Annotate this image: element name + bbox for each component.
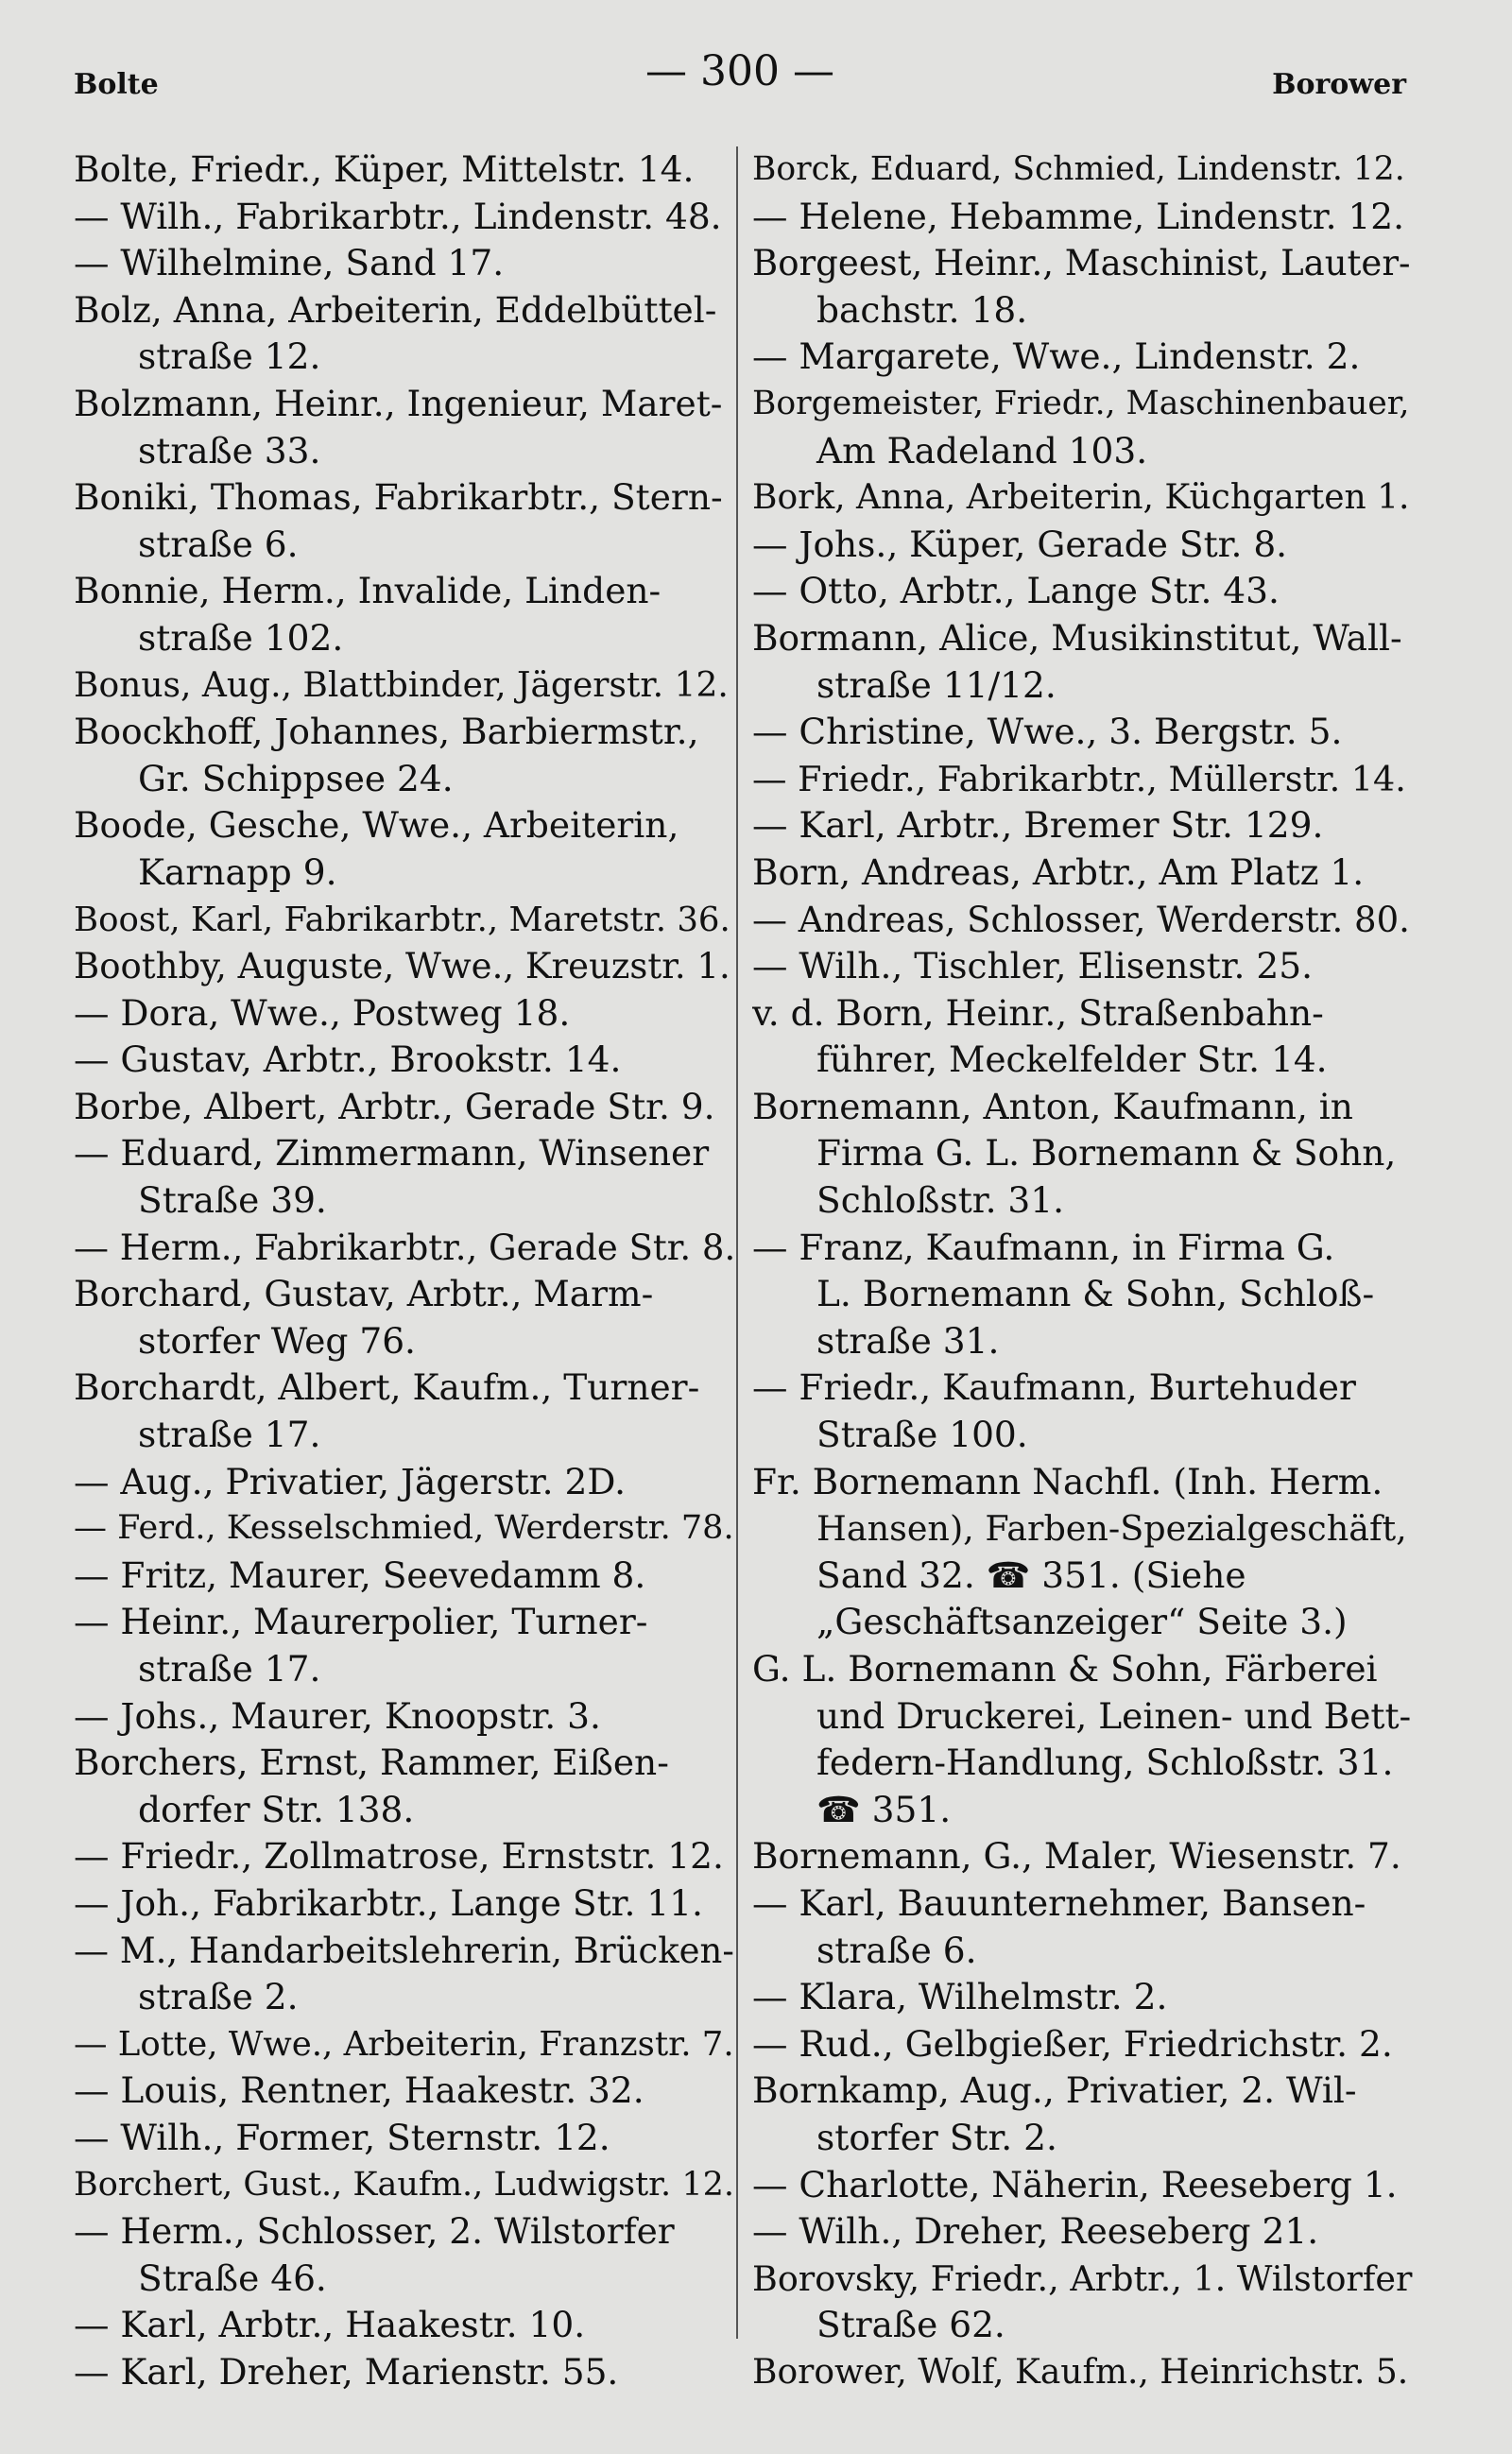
directory-line: — M., Handarbeitslehrerin, Brücken-: [74, 1930, 734, 1971]
directory-line: — Rud., Gelbgießer, Friedrichstr. 2.: [752, 2022, 1393, 2065]
directory-line: straße 17.: [138, 1414, 321, 1456]
directory-line: — Friedr., Fabrikarbtr., Müllerstr. 14.: [752, 758, 1406, 799]
directory-line: Bork, Anna, Arbeiterin, Küchgarten 1.: [752, 478, 1410, 518]
directory-line: Straße 62.: [816, 2304, 1005, 2346]
directory-line: Borgeest, Heinr., Maschinist, Lauter-: [752, 243, 1411, 284]
directory-line: Born, Andreas, Arbtr., Am Platz 1.: [752, 850, 1365, 893]
directory-line: Karnapp 9.: [138, 850, 337, 893]
directory-line: Bormann, Alice, Musikinstitut, Wall-: [752, 616, 1402, 659]
directory-line: — Johs., Küper, Gerade Str. 8.: [752, 523, 1288, 565]
directory-line: Straße 100.: [816, 1414, 1028, 1456]
header-last-entry: Borower: [1272, 68, 1406, 101]
directory-line: storfer Str. 2.: [816, 2116, 1057, 2158]
directory-line: Am Radeland 103.: [816, 429, 1148, 472]
directory-line: Borbe, Albert, Arbtr., Gerade Str. 9.: [74, 1085, 715, 1127]
directory-line: — Wilh., Dreher, Reeseberg 21.: [752, 2210, 1319, 2253]
directory-line: Straße 46.: [138, 2257, 327, 2299]
directory-line: Borchert, Gust., Kaufm., Ludwigstr. 12.: [74, 2165, 734, 2204]
directory-line: — Lotte, Wwe., Arbeiterin, Franzstr. 7.: [74, 2024, 734, 2064]
directory-line: — Louis, Rentner, Haakestr. 32.: [74, 2069, 644, 2112]
directory-line: Borower, Wolf, Kaufm., Heinrichstr. 5.: [752, 2352, 1409, 2392]
directory-line: — Wilh., Fabrikarbtr., Lindenstr. 48.: [74, 195, 722, 237]
directory-line: G. L. Bornemann & Sohn, Färberei: [752, 1648, 1378, 1690]
directory-line: federn-Handlung, Schloßstr. 31.: [816, 1742, 1394, 1784]
directory-line: — Fritz, Maurer, Seevedamm 8.: [74, 1553, 646, 1596]
directory-line: Bornemann, G., Maler, Wiesenstr. 7.: [752, 1835, 1401, 1878]
directory-line: — Andreas, Schlosser, Werderstr. 80.: [752, 899, 1410, 940]
directory-line: Bonus, Aug., Blattbinder, Jägerstr. 12.: [74, 665, 729, 705]
left-column: [74, 146, 735, 2396]
directory-line: — Friedr., Zollmatrose, Ernststr. 12.: [74, 1835, 724, 1878]
directory-line: Boockhoff, Johannes, Barbiermstr.,: [74, 711, 699, 753]
directory-line: Schloßstr. 31.: [816, 1179, 1065, 1222]
directory-line: Sand 32. ☎ 351. (Siehe: [816, 1553, 1246, 1596]
directory-line: straße 17.: [138, 1648, 321, 1690]
directory-line: Boniki, Thomas, Fabrikarbtr., Stern-: [74, 476, 723, 519]
directory-line: straße 6.: [138, 523, 299, 565]
directory-line: Borgemeister, Friedr., Maschinenbauer,: [752, 384, 1410, 422]
directory-line: — Wilh., Tischler, Elisenstr. 25.: [752, 945, 1313, 987]
directory-line: Boost, Karl, Fabrikarbtr., Maretstr. 36.: [74, 900, 730, 939]
header-first-entry: Bolte: [74, 68, 159, 101]
directory-line: — Helene, Hebamme, Lindenstr. 12.: [752, 195, 1405, 237]
directory-line: führer, Meckelfelder Str. 14.: [816, 1038, 1328, 1081]
directory-line: Borchardt, Albert, Kaufm., Turner-: [74, 1366, 700, 1409]
directory-line: Fr. Bornemann Nachfl. (Inh. Herm.: [752, 1460, 1383, 1502]
directory-line: storfer Weg 76.: [138, 1319, 416, 1362]
directory-line: straße 11/12.: [816, 663, 1057, 706]
directory-line: Bornkamp, Aug., Privatier, 2. Wil-: [752, 2069, 1357, 2112]
directory-line: — Wilhelmine, Sand 17.: [74, 242, 505, 284]
directory-line: dorfer Str. 138.: [138, 1788, 415, 1830]
directory-line: Borchers, Ernst, Rammer, Eißen-: [74, 1742, 669, 1784]
directory-line: Boode, Gesche, Wwe., Arbeiterin,: [74, 804, 679, 847]
directory-line: — Karl, Arbtr., Haakestr. 10.: [74, 2304, 586, 2346]
directory-line: straße 12.: [138, 335, 321, 378]
directory-line: — Christine, Wwe., 3. Bergstr. 5.: [752, 711, 1343, 753]
directory-line: — Karl, Arbtr., Bremer Str. 129.: [752, 804, 1324, 847]
directory-line: Bolzmann, Heinr., Ingenieur, Maret-: [74, 382, 723, 424]
directory-line: „Geschäftsanzeiger“ Seite 3.): [816, 1601, 1348, 1643]
directory-line: — Joh., Fabrikarbtr., Lange Str. 11.: [74, 1881, 703, 1924]
page-header: [74, 47, 1406, 113]
directory-line: Borchard, Gustav, Arbtr., Marm-: [74, 1273, 654, 1315]
directory-line: — Franz, Kaufmann, in Firma G.: [752, 1226, 1335, 1268]
directory-line: straße 2.: [138, 1976, 299, 2018]
directory-line: Straße 39.: [138, 1179, 327, 1222]
directory-line: — Karl, Bauunternehmer, Bansen-: [752, 1881, 1366, 1924]
directory-line: — Herm., Schlosser, 2. Wilstorfer: [74, 2210, 675, 2253]
directory-line: — Eduard, Zimmermann, Winsener: [74, 1132, 710, 1175]
right-column: [752, 146, 1414, 2396]
directory-line: v. d. Born, Heinr., Straßenbahn-: [752, 991, 1324, 1034]
directory-line: — Heinr., Maurerpolier, Turner-: [74, 1601, 648, 1643]
directory-line: bachstr. 18.: [816, 288, 1028, 331]
directory-line: — Karl, Dreher, Marienstr. 55.: [74, 2350, 619, 2393]
directory-line: Bolte, Friedr., Küper, Mittelstr. 14.: [74, 148, 695, 190]
directory-line: straße 6.: [816, 1929, 977, 1971]
directory-line: — Klara, Wilhelmstr. 2.: [752, 1976, 1168, 2018]
directory-line: Borck, Eduard, Schmied, Lindenstr. 12.: [752, 150, 1405, 188]
directory-line: Firma G. L. Bornemann & Sohn,: [816, 1132, 1397, 1175]
directory-line: straße 31.: [816, 1319, 1000, 1362]
directory-line: ☎ 351.: [816, 1788, 952, 1830]
directory-line: — Johs., Maurer, Knoopstr. 3.: [74, 1694, 601, 1737]
directory-line: — Wilh., Former, Sternstr. 12.: [74, 2116, 610, 2158]
directory-line: — Dora, Wwe., Postweg 18.: [74, 991, 571, 1034]
directory-line: und Druckerei, Leinen- und Bett-: [816, 1694, 1412, 1737]
directory-line: Boothby, Auguste, Wwe., Kreuzstr. 1.: [74, 946, 730, 987]
directory-line: Bonnie, Herm., Invalide, Linden-: [74, 570, 662, 612]
directory-line: — Gustav, Arbtr., Brookstr. 14.: [74, 1038, 622, 1081]
directory-line: straße 102.: [138, 616, 344, 659]
page-number: — 300 —: [645, 47, 834, 95]
directory-line: — Charlotte, Näherin, Reeseberg 1.: [752, 2163, 1398, 2205]
directory-line: — Margarete, Wwe., Lindenstr. 2.: [752, 335, 1361, 378]
directory-line: Hansen), Farben-Spezialgeschäft,: [816, 1508, 1407, 1550]
directory-line: — Herm., Fabrikarbtr., Gerade Str. 8.: [74, 1227, 735, 1268]
directory-line: Gr. Schippsee 24.: [138, 757, 454, 799]
directory-line: — Otto, Arbtr., Lange Str. 43.: [752, 570, 1280, 612]
directory-line: Bolz, Anna, Arbeiterin, Eddelbüttel-: [74, 288, 717, 331]
directory-line: — Friedr., Kaufmann, Burtehuder: [752, 1366, 1356, 1409]
directory-line: — Ferd., Kesselschmied, Werderstr. 78.: [74, 1509, 734, 1548]
directory-line: Borovsky, Friedr., Arbtr., 1. Wilstorfer: [752, 2257, 1413, 2299]
directory-line: straße 33.: [138, 429, 321, 472]
column-divider: [736, 146, 738, 2339]
directory-line: — Aug., Privatier, Jägerstr. 2D.: [74, 1460, 626, 1502]
directory-line: Bornemann, Anton, Kaufmann, in: [752, 1085, 1353, 1127]
directory-line: L. Bornemann & Sohn, Schloß-: [816, 1273, 1375, 1315]
